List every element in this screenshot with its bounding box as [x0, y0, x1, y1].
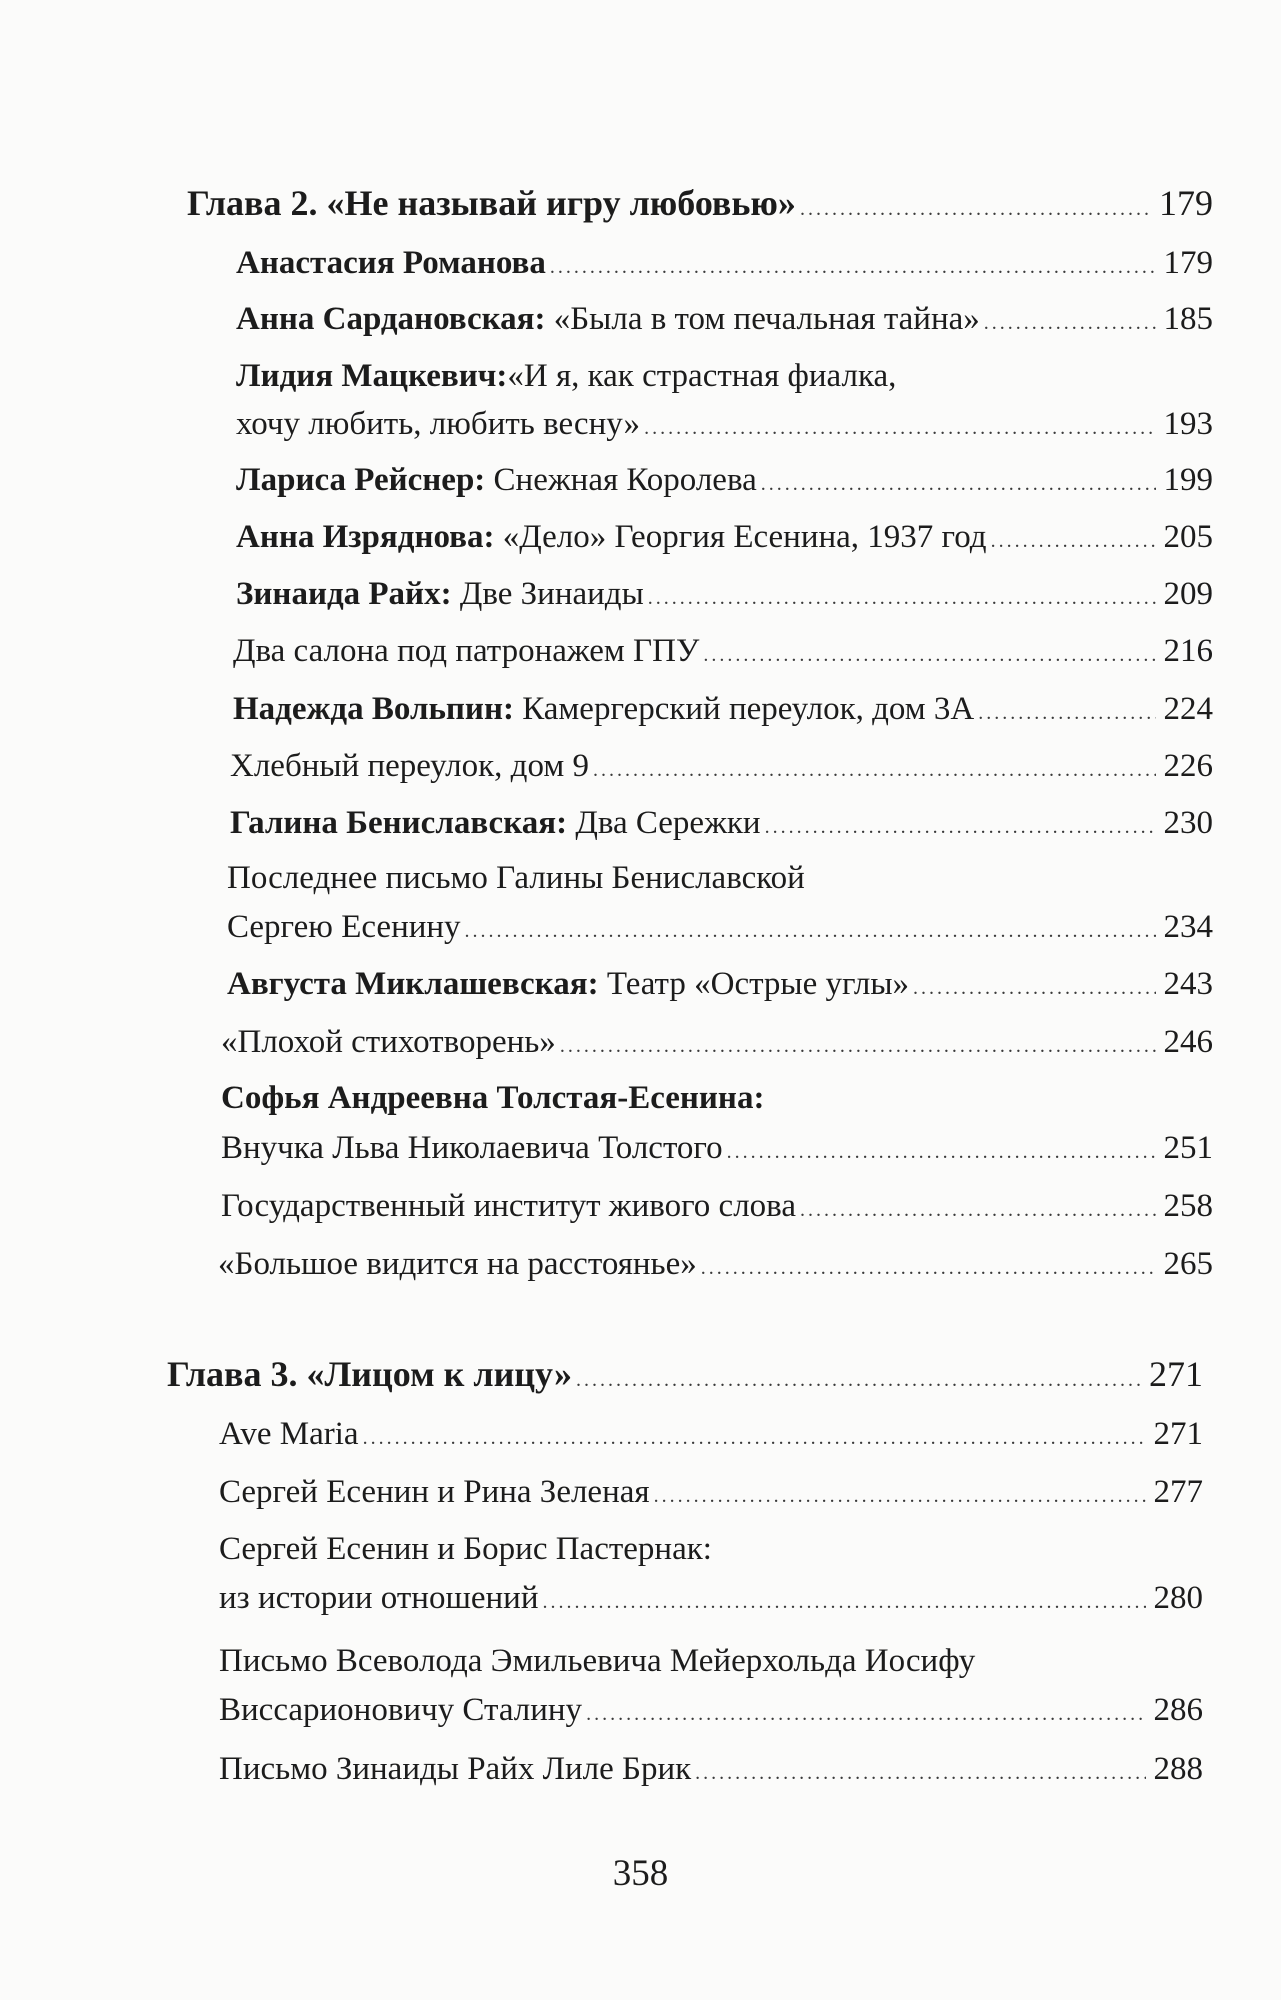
dot-leader [695, 1749, 1145, 1793]
dot-leader [984, 299, 1156, 343]
toc-entry [227, 907, 1213, 951]
entry-title: Ave Maria [219, 1416, 359, 1452]
entry-page: 224 [1163, 691, 1213, 727]
entry-page: 185 [1163, 301, 1213, 337]
toc-entry [218, 1244, 1213, 1288]
entry-title-continued: из истории отношений [219, 1580, 539, 1616]
toc-entry-line-1 [221, 1078, 764, 1118]
dot-leader [648, 574, 1156, 618]
dot-leader [765, 803, 1156, 847]
entry-page: 271 [1153, 1416, 1203, 1452]
entry-title: Сергей Есенин и Борис Пастернак: [219, 1531, 712, 1567]
entry-page: 288 [1153, 1751, 1203, 1787]
toc-entry [219, 1414, 1203, 1458]
entry-title: Две Зинаиды [451, 576, 644, 612]
entry-page: 230 [1163, 805, 1213, 841]
dot-leader [593, 746, 1156, 790]
entry-name: Анна Сардановская: [236, 301, 546, 337]
entry-title-continued: Внучка Льва Николаевича Толстого [221, 1130, 723, 1166]
toc-entry [219, 1578, 1203, 1622]
entry-page: 258 [1163, 1188, 1213, 1224]
chapter-3-page: 271 [1149, 1354, 1203, 1394]
toc-entry [219, 1472, 1203, 1516]
entry-page: 246 [1163, 1024, 1213, 1060]
entry-name: Галина Бениславская: [230, 805, 568, 841]
entry-page: 234 [1163, 909, 1213, 945]
dot-leader [701, 1244, 1156, 1288]
chapter-3-title: Глава 3. «Лицом к лицу» [167, 1354, 572, 1394]
entry-title: «Была в том печальная тайна» [545, 301, 980, 337]
entry-page: 209 [1163, 576, 1213, 612]
dot-leader [586, 1690, 1145, 1734]
chapter-2-title: Глава 2. «Не называй игру любовью» [187, 183, 796, 223]
entry-page: 193 [1163, 406, 1213, 442]
chapter-2-heading [187, 183, 1213, 229]
chapter-3-heading [167, 1354, 1203, 1400]
toc-entry [221, 1186, 1213, 1230]
entry-title: «Дело» Георгия Есенина, 1937 год [494, 519, 987, 555]
dot-leader [991, 517, 1156, 561]
toc-entry [236, 243, 1213, 287]
entry-page: 280 [1153, 1580, 1203, 1616]
dot-leader [978, 689, 1155, 733]
entry-name: Анастасия Романова [236, 245, 546, 281]
entry-title: Театр «Острые углы» [598, 966, 910, 1002]
entry-title-continued: хочу любить, любить весну» [236, 406, 641, 442]
dot-leader [913, 964, 1155, 1008]
entry-title-continued: Виссарионовичу Сталину [219, 1692, 583, 1728]
entry-title: Хлебный переулок, дом 9 [230, 748, 589, 784]
toc-entry-line-1 [219, 1641, 975, 1681]
entry-page: 243 [1163, 966, 1213, 1002]
entry-page: 226 [1163, 748, 1213, 784]
entry-title: Письмо Зинаиды Райх Лиле Брик [219, 1751, 692, 1787]
entry-title: Государственный институт живого слова [221, 1188, 796, 1224]
dot-leader [800, 183, 1151, 229]
entry-name: Лидия Мацкевич: [236, 358, 508, 394]
entry-name: Зинаида Райх: [236, 576, 452, 612]
dot-leader [800, 1186, 1156, 1230]
entry-title: Сергей Есенин и Рина Зеленая [219, 1474, 650, 1510]
entry-page: 179 [1163, 245, 1213, 281]
entry-title: «Плохой стихотворень» [221, 1024, 556, 1060]
entry-page: 286 [1153, 1692, 1203, 1728]
toc-entry-line-1 [219, 1529, 712, 1569]
dot-leader [644, 404, 1155, 448]
toc-entry [233, 689, 1213, 733]
toc-entry [236, 299, 1213, 343]
toc-entry-line-1 [236, 356, 896, 396]
toc-entry [236, 404, 1213, 448]
dot-leader [465, 907, 1156, 951]
dot-leader [363, 1414, 1146, 1458]
toc-entry [236, 517, 1213, 561]
toc-entry [221, 1022, 1213, 1066]
entry-title-continued: Сергею Есенину [227, 909, 461, 945]
page-number: 358 [612, 1853, 669, 1894]
dot-leader [560, 1022, 1156, 1066]
entry-title: Снежная Королева [485, 462, 757, 498]
toc-entry [230, 803, 1213, 847]
dot-leader [727, 1128, 1156, 1172]
chapter-2-page: 179 [1159, 183, 1213, 223]
toc-entry [219, 1749, 1203, 1793]
toc-entry-line-1 [227, 858, 805, 898]
dot-leader [576, 1354, 1141, 1400]
entry-page: 265 [1163, 1246, 1213, 1282]
entry-title: Два Сережки [567, 805, 761, 841]
entry-title: Два салона под патронажем ГПУ [233, 633, 700, 669]
entry-title: Камергерский переулок, дом 3А [513, 691, 975, 727]
entry-name: Надежда Вольпин: [233, 691, 514, 727]
toc-entry [233, 631, 1213, 675]
entry-title: «Большое видится на расстоянье» [218, 1246, 697, 1282]
toc-entry [230, 746, 1213, 790]
toc-entry [236, 460, 1213, 504]
entry-name: Лариса Рейснер: [236, 462, 486, 498]
toc-entry [219, 1690, 1203, 1734]
toc-entry [227, 964, 1213, 1008]
toc-entry [221, 1128, 1213, 1172]
entry-name: Анна Изряднова: [236, 519, 495, 555]
entry-title: Письмо Всеволода Эмильевича Мейерхольда Иосифу [219, 1643, 976, 1679]
entry-page: 216 [1163, 633, 1213, 669]
entry-page: 251 [1163, 1130, 1213, 1166]
entry-page: 205 [1163, 519, 1213, 555]
entry-page: 199 [1163, 462, 1213, 498]
entry-title: Последнее письмо Галины Бениславской [227, 860, 805, 896]
dot-leader [550, 243, 1156, 287]
entry-page: 277 [1153, 1474, 1203, 1510]
entry-name: Августа Миклашевская: [227, 966, 599, 1002]
dot-leader [543, 1578, 1146, 1622]
toc-entry [236, 574, 1213, 618]
entry-title: «И я, как страстная фиалка, [507, 358, 897, 394]
dot-leader [703, 631, 1155, 675]
entry-name: Софья Андреевна Толстая-Есенина: [221, 1080, 765, 1116]
dot-leader [761, 460, 1156, 504]
dot-leader [654, 1472, 1146, 1516]
